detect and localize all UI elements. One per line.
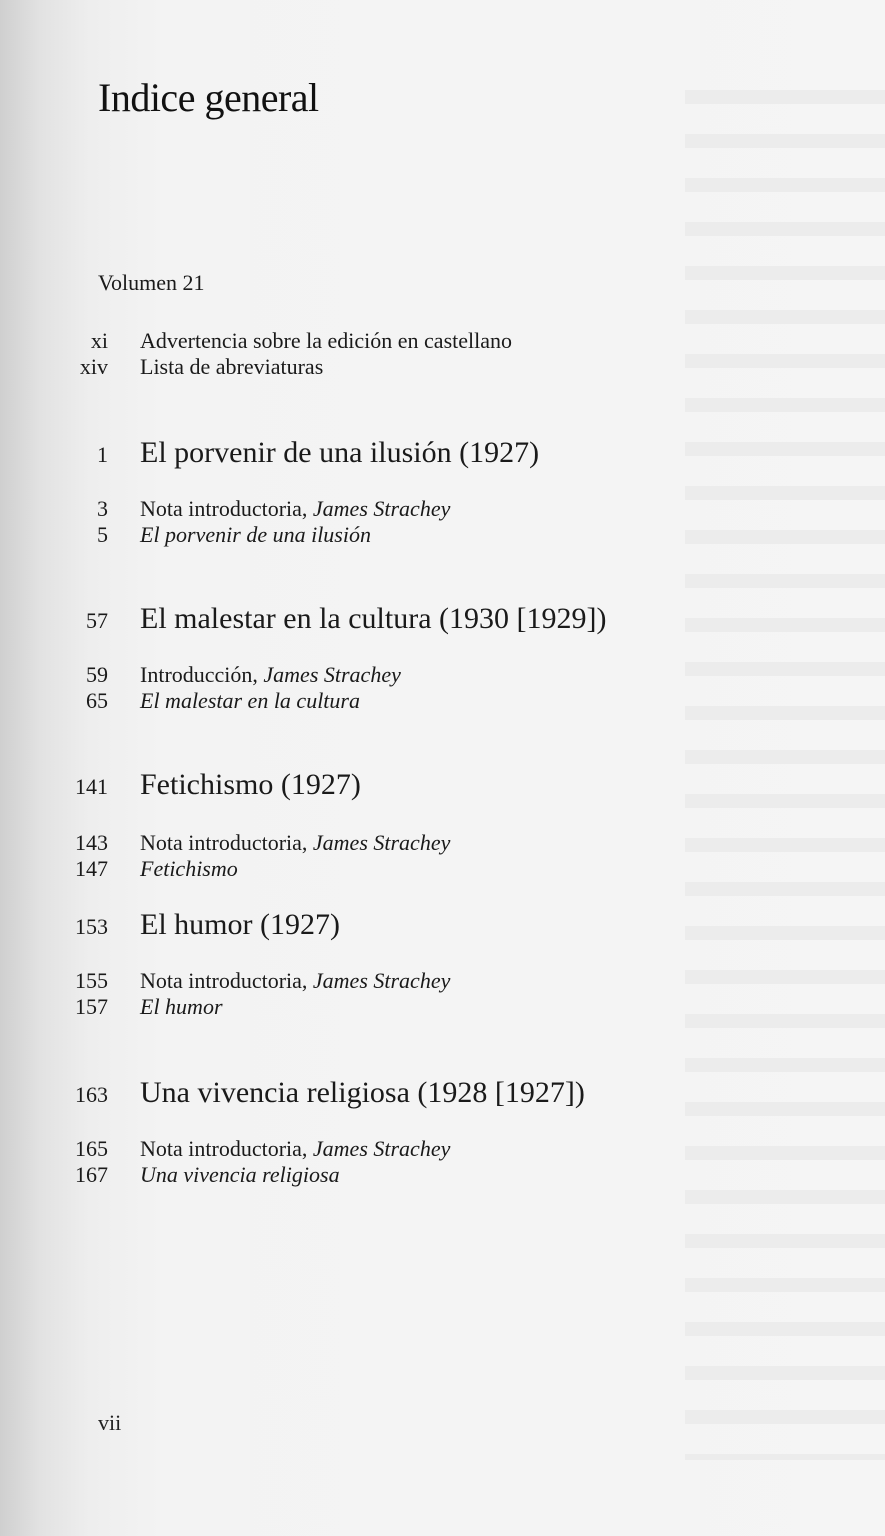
page-number: 167 xyxy=(75,1162,108,1187)
entry-title: Nota introductoria, James Strachey xyxy=(140,1136,451,1161)
entry-title: Una vivencia religiosa xyxy=(140,1162,340,1187)
toc-entry xyxy=(0,856,885,882)
entry-title: Lista de abreviaturas xyxy=(140,354,324,379)
volume-label: Volumen 21 xyxy=(98,270,205,295)
section-title: El porvenir de una ilusión (1927) xyxy=(140,436,540,469)
entry-title: El humor xyxy=(140,994,223,1019)
page-title: Indice general xyxy=(98,75,319,120)
toc-section xyxy=(0,602,885,636)
section-title: El malestar en la cultura (1930 [1929]) xyxy=(140,602,607,635)
toc-entry xyxy=(0,662,885,688)
section-title: Una vivencia religiosa (1928 [1927]) xyxy=(140,1076,585,1109)
page-number: 3 xyxy=(97,496,108,521)
toc-entry xyxy=(0,994,885,1020)
toc-entry xyxy=(0,328,885,354)
toc-entry xyxy=(0,496,885,522)
page-number: 157 xyxy=(75,994,108,1019)
section-title: Fetichismo (1927) xyxy=(140,768,361,801)
page-number: 165 xyxy=(75,1136,108,1161)
toc-entry xyxy=(0,968,885,994)
page-number: 5 xyxy=(97,522,108,547)
page-number: 57 xyxy=(86,608,108,633)
page-number: 65 xyxy=(86,688,108,713)
author-name: James Strachey xyxy=(263,662,401,687)
entry-title: Fetichismo xyxy=(140,856,238,881)
page-folio: vii xyxy=(98,1410,122,1435)
page-number: xiv xyxy=(79,354,108,379)
entry-title: Nota introductoria, James Strachey xyxy=(140,496,451,521)
toc-section xyxy=(0,908,885,942)
page-number: 141 xyxy=(75,774,108,799)
author-name: James Strachey xyxy=(312,1136,451,1161)
toc-section xyxy=(0,1076,885,1110)
entry-title: Nota introductoria, James Strachey xyxy=(140,830,451,855)
toc-section xyxy=(0,768,885,802)
toc-entry xyxy=(0,1162,885,1188)
page-number: xi xyxy=(90,328,108,353)
page-number: 155 xyxy=(75,968,108,993)
toc-entry xyxy=(0,522,885,548)
entry-title: Introducción, James Strachey xyxy=(140,662,401,687)
entry-title: El porvenir de una ilusión xyxy=(140,522,371,547)
entry-title: Advertencia sobre la edición en castellano xyxy=(140,328,513,353)
page-number: 153 xyxy=(75,914,108,939)
page-number: 147 xyxy=(75,856,108,881)
entry-title: Nota introductoria, James Strachey xyxy=(140,968,451,993)
show-through-shading xyxy=(685,60,885,1460)
page-number: 143 xyxy=(75,830,108,855)
toc-section xyxy=(0,436,885,470)
author-name: James Strachey xyxy=(312,968,451,993)
entry-title: El malestar en la cultura xyxy=(140,688,360,713)
section-title: El humor (1927) xyxy=(140,908,340,941)
page-number: 163 xyxy=(75,1082,108,1107)
toc-entry xyxy=(0,830,885,856)
author-name: James Strachey xyxy=(312,496,451,521)
page-number: 1 xyxy=(97,442,108,467)
toc-entry xyxy=(0,354,885,380)
toc-entry xyxy=(0,688,885,714)
page-number: 59 xyxy=(86,662,108,687)
author-name: James Strachey xyxy=(312,830,451,855)
toc-entry xyxy=(0,1136,885,1162)
